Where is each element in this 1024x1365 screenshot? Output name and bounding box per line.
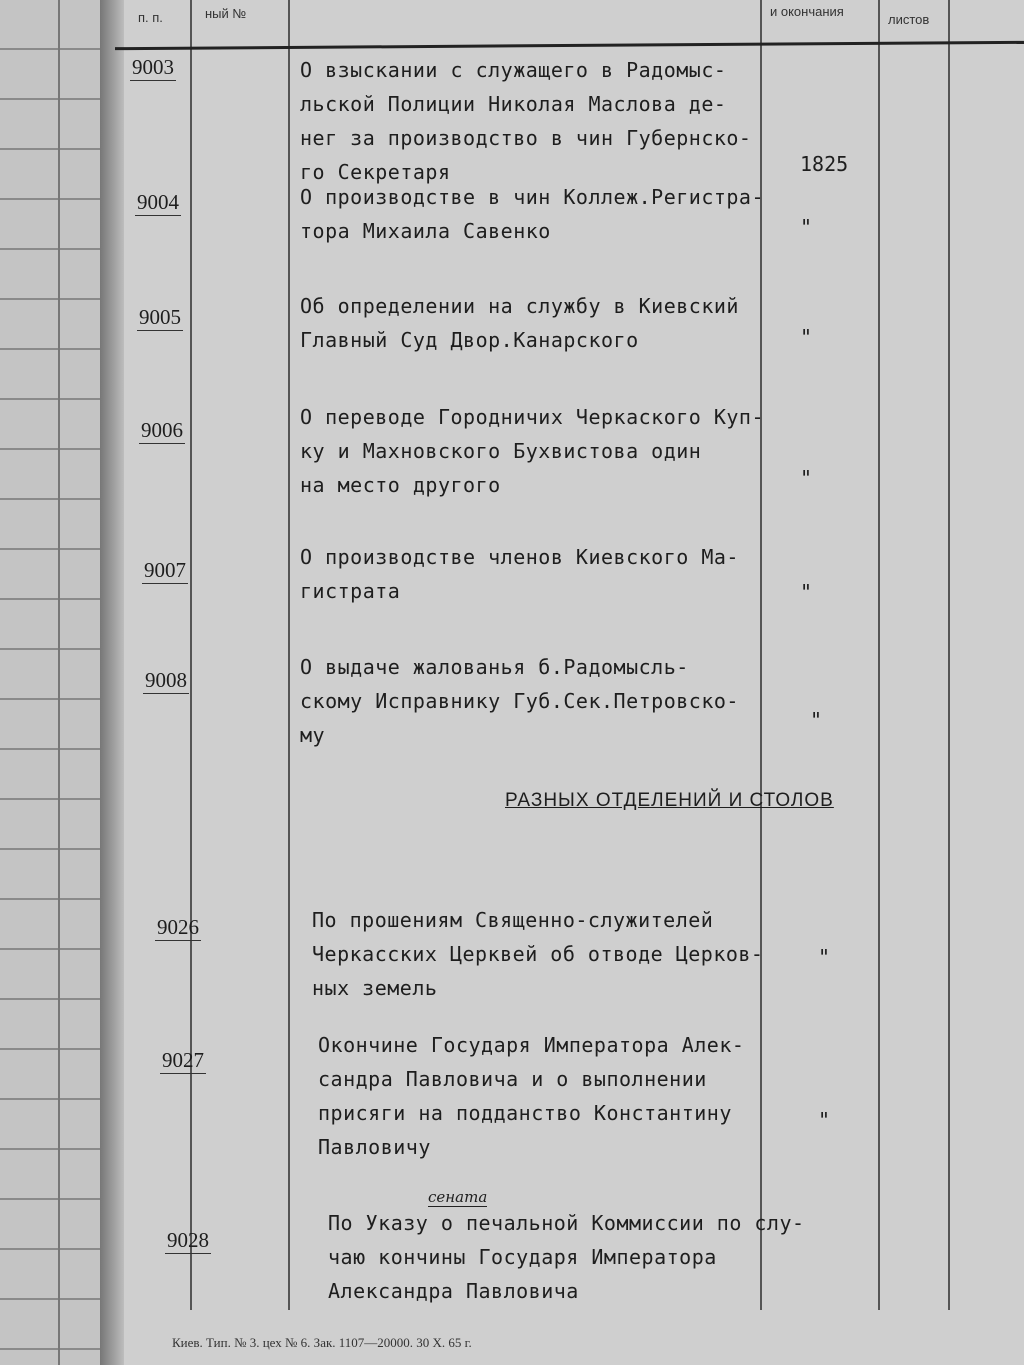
row-title: Об определении на службу в Киевский Главный Суд Двор.Канарского — [300, 294, 739, 352]
row-title: О производстве в чин Коллеж.Регистра- тора Михаила Савенко — [300, 185, 765, 243]
row-title: Окончине Государя Императора Алек- сандра Павловича и о выполнении присяги на подданство Константину Павловичу — [318, 1033, 745, 1159]
row-date: " — [800, 466, 813, 490]
row-title: О выдаче жалованья б.Радомысль- скому Исправнику Губ.Сек.Петровско- му — [300, 655, 739, 747]
row-number: 9026 — [157, 915, 199, 939]
column-divider — [948, 0, 950, 1310]
row-date: " — [800, 215, 813, 239]
row-title: О производстве членов Киевского Ма- гистрата — [300, 545, 739, 603]
row-date: " — [800, 325, 813, 349]
row-number: 9028 — [167, 1228, 209, 1252]
row-date: " — [818, 1108, 831, 1132]
previous-page — [0, 0, 110, 1365]
column-divider — [288, 0, 290, 1310]
row-number: 9008 — [145, 668, 187, 692]
section-heading: РАЗНЫХ ОТДЕЛЕНИЙ И СТОЛОВ — [505, 790, 834, 811]
row-title: По Указу о печальной Коммиссии по слу- чаю кончины Государя Императора Александра Павловича — [328, 1211, 805, 1303]
row-title: О переводе Городничих Черкаского Куп- ку и Махновского Бухвистова один на место другого — [300, 405, 765, 497]
row-date: 1825 — [800, 152, 849, 176]
handwritten-note: сената — [428, 1188, 488, 1206]
printer-imprint: Киев. Тип. № 3. цех № 6. Зак. 1107—20000. 30 X. 65 г. — [172, 1335, 472, 1350]
row-number: 9004 — [137, 190, 179, 214]
header-rule — [115, 41, 1024, 50]
row-number: 9005 — [139, 305, 181, 329]
header-col-number: п. п. — [138, 10, 163, 25]
header-col-dates: и окончания — [770, 4, 844, 19]
row-title: По прошениям Священно-служителей Черкасских Церквей об отводе Церков- ных земель — [312, 908, 764, 1000]
row-number: 9006 — [141, 418, 183, 442]
row-date: " — [800, 580, 813, 604]
header-col-sheets: листов — [888, 12, 930, 27]
row-number: 9003 — [132, 55, 174, 79]
column-divider — [878, 0, 880, 1310]
row-date: " — [818, 945, 831, 969]
page-gutter — [100, 0, 124, 1365]
column-divider — [190, 0, 192, 1310]
row-number: 9007 — [144, 558, 186, 582]
row-number: 9027 — [162, 1048, 204, 1072]
row-date: " — [810, 708, 823, 732]
row-title: О взыскании с служащего в Радомыс- льской Полиции Николая Маслова де- нег за производство в чин Губернско- го Секретаря — [300, 58, 752, 184]
header-col-archive-number: ный № — [205, 6, 247, 21]
